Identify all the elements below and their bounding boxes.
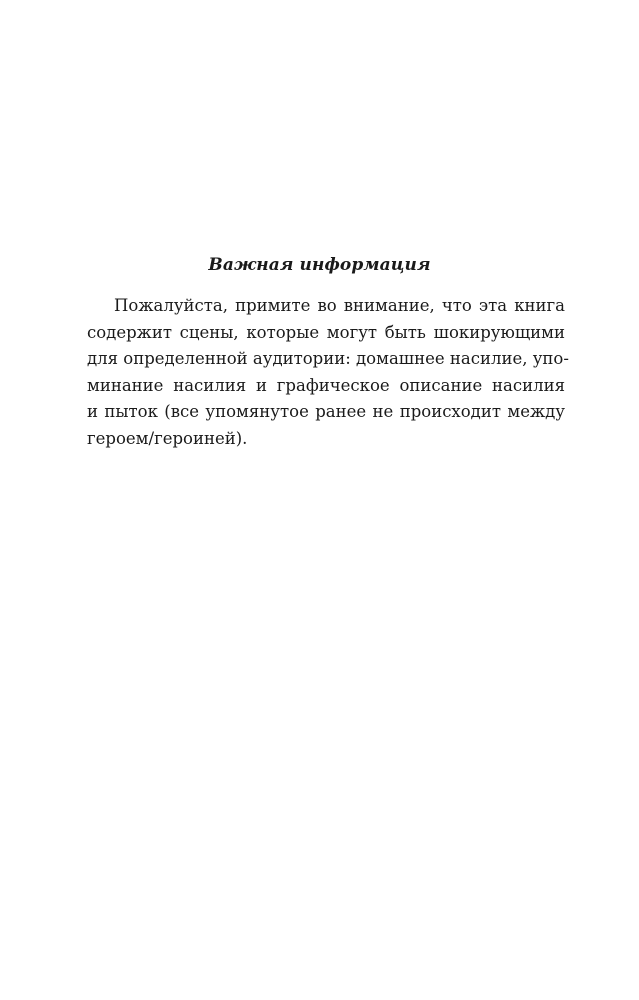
paragraph-line: Пожалуйста, примите во внимание, что эта книга (114, 296, 565, 315)
section-heading: Важная информация (208, 255, 431, 275)
paragraph-line: героем/героиней). (87, 428, 248, 448)
paragraph-line: минание насилия и графическое описание насилия (87, 375, 565, 395)
content-warning-paragraph (87, 293, 569, 452)
paragraph-line: для определенной аудитории: домашнее насилие, упо- (87, 349, 569, 368)
paragraph-line: содержит сцены, которые могут быть шокирующими (87, 322, 565, 342)
paragraph-line: и пыток (все упомянутое ранее не происходит между (87, 402, 565, 421)
